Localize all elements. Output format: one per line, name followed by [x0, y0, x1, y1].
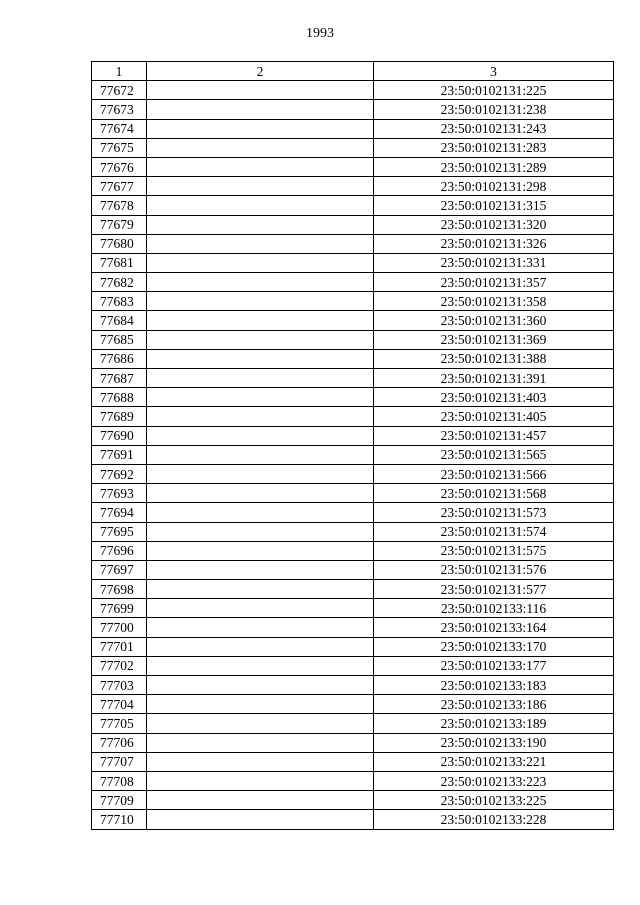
row-number-cell: 77692: [92, 464, 147, 483]
row-empty-cell: [147, 771, 374, 790]
table-row: [92, 714, 614, 733]
row-number-cell: 77701: [92, 637, 147, 656]
row-empty-cell: [147, 273, 374, 292]
row-number-cell: 77674: [92, 119, 147, 138]
table-row: [92, 599, 614, 618]
table-row: [92, 618, 614, 637]
row-empty-cell: [147, 426, 374, 445]
cadastral-number-cell: 23:50:0102133:189: [374, 714, 614, 733]
row-empty-cell: [147, 714, 374, 733]
table-row: [92, 810, 614, 829]
table-row: [92, 445, 614, 464]
row-empty-cell: [147, 157, 374, 176]
row-empty-cell: [147, 560, 374, 579]
row-empty-cell: [147, 196, 374, 215]
row-empty-cell: [147, 484, 374, 503]
cadastral-number-cell: 23:50:0102131:576: [374, 560, 614, 579]
table-row: [92, 292, 614, 311]
table-row: [92, 464, 614, 483]
cadastral-number-cell: 23:50:0102131:320: [374, 215, 614, 234]
row-number-cell: 77676: [92, 157, 147, 176]
table-row: [92, 580, 614, 599]
table-row: [92, 637, 614, 656]
cadastral-number-cell: 23:50:0102131:575: [374, 541, 614, 560]
row-number-cell: 77672: [92, 81, 147, 100]
table-row: [92, 560, 614, 579]
table-row: [92, 676, 614, 695]
cadastral-number-cell: 23:50:0102131:405: [374, 407, 614, 426]
cadastral-number-cell: 23:50:0102131:238: [374, 100, 614, 119]
row-empty-cell: [147, 733, 374, 752]
cadastral-number-cell: 23:50:0102131:403: [374, 388, 614, 407]
row-empty-cell: [147, 618, 374, 637]
table-row: [92, 234, 614, 253]
cadastral-number-cell: 23:50:0102131:331: [374, 253, 614, 272]
row-number-cell: 77673: [92, 100, 147, 119]
table-row: [92, 752, 614, 771]
row-empty-cell: [147, 388, 374, 407]
row-empty-cell: [147, 676, 374, 695]
row-empty-cell: [147, 522, 374, 541]
table-row: [92, 349, 614, 368]
row-number-cell: 77699: [92, 599, 147, 618]
cadastral-number-cell: 23:50:0102133:164: [374, 618, 614, 637]
table-row: [92, 273, 614, 292]
row-number-cell: 77703: [92, 676, 147, 695]
cadastral-number-cell: 23:50:0102131:457: [374, 426, 614, 445]
row-number-cell: 77700: [92, 618, 147, 637]
row-number-cell: 77678: [92, 196, 147, 215]
row-empty-cell: [147, 445, 374, 464]
cadastral-number-cell: 23:50:0102131:357: [374, 273, 614, 292]
cadastral-number-cell: 23:50:0102131:225: [374, 81, 614, 100]
row-number-cell: 77680: [92, 234, 147, 253]
row-empty-cell: [147, 119, 374, 138]
cadastral-number-cell: 23:50:0102133:221: [374, 752, 614, 771]
row-number-cell: 77688: [92, 388, 147, 407]
row-number-cell: 77710: [92, 810, 147, 829]
cadastral-number-cell: 23:50:0102131:566: [374, 464, 614, 483]
row-empty-cell: [147, 177, 374, 196]
cadastral-number-cell: 23:50:0102131:568: [374, 484, 614, 503]
table-row: [92, 791, 614, 810]
row-empty-cell: [147, 81, 374, 100]
table-row: [92, 541, 614, 560]
table-row: [92, 503, 614, 522]
cadastral-number-cell: 23:50:0102133:190: [374, 733, 614, 752]
row-number-cell: 77697: [92, 560, 147, 579]
row-empty-cell: [147, 330, 374, 349]
header-row: [92, 62, 614, 81]
cadastral-number-cell: 23:50:0102131:369: [374, 330, 614, 349]
row-number-cell: 77689: [92, 407, 147, 426]
table-row: [92, 81, 614, 100]
row-number-cell: 77695: [92, 522, 147, 541]
row-number-cell: 77704: [92, 695, 147, 714]
row-empty-cell: [147, 215, 374, 234]
row-empty-cell: [147, 810, 374, 829]
row-empty-cell: [147, 369, 374, 388]
row-number-cell: 77682: [92, 273, 147, 292]
row-number-cell: 77707: [92, 752, 147, 771]
table-row: [92, 253, 614, 272]
row-number-cell: 77684: [92, 311, 147, 330]
table-row: [92, 119, 614, 138]
table-row: [92, 426, 614, 445]
registry-table: [91, 61, 614, 830]
cadastral-number-cell: 23:50:0102131:574: [374, 522, 614, 541]
cadastral-number-cell: 23:50:0102133:183: [374, 676, 614, 695]
cadastral-number-cell: 23:50:0102131:391: [374, 369, 614, 388]
cadastral-number-cell: 23:50:0102133:186: [374, 695, 614, 714]
cadastral-number-cell: 23:50:0102133:116: [374, 599, 614, 618]
row-number-cell: 77705: [92, 714, 147, 733]
table-row: [92, 196, 614, 215]
column-header-3: 3: [374, 62, 614, 81]
row-empty-cell: [147, 253, 374, 272]
cadastral-number-cell: 23:50:0102133:225: [374, 791, 614, 810]
table-body: [92, 81, 614, 829]
cadastral-number-cell: 23:50:0102131:283: [374, 138, 614, 157]
row-number-cell: 77685: [92, 330, 147, 349]
table-row: [92, 388, 614, 407]
cadastral-number-cell: 23:50:0102133:223: [374, 771, 614, 790]
table-row: [92, 330, 614, 349]
row-empty-cell: [147, 541, 374, 560]
cadastral-number-cell: 23:50:0102133:228: [374, 810, 614, 829]
row-empty-cell: [147, 311, 374, 330]
table-row: [92, 311, 614, 330]
column-header-2: 2: [147, 62, 374, 81]
table-row: [92, 656, 614, 675]
table-row: [92, 771, 614, 790]
cadastral-number-cell: 23:50:0102131:573: [374, 503, 614, 522]
row-empty-cell: [147, 580, 374, 599]
row-number-cell: 77698: [92, 580, 147, 599]
table-row: [92, 215, 614, 234]
cadastral-number-cell: 23:50:0102131:388: [374, 349, 614, 368]
row-number-cell: 77708: [92, 771, 147, 790]
table-header: [92, 62, 614, 81]
column-header-1: 1: [92, 62, 147, 81]
row-number-cell: 77679: [92, 215, 147, 234]
row-number-cell: 77675: [92, 138, 147, 157]
table-row: [92, 733, 614, 752]
cadastral-number-cell: 23:50:0102133:170: [374, 637, 614, 656]
table-row: [92, 522, 614, 541]
row-number-cell: 77681: [92, 253, 147, 272]
row-empty-cell: [147, 695, 374, 714]
table-row: [92, 484, 614, 503]
cadastral-number-cell: 23:50:0102131:298: [374, 177, 614, 196]
row-empty-cell: [147, 752, 374, 771]
row-empty-cell: [147, 791, 374, 810]
cadastral-number-cell: 23:50:0102131:315: [374, 196, 614, 215]
cadastral-number-cell: 23:50:0102131:289: [374, 157, 614, 176]
cadastral-number-cell: 23:50:0102131:243: [374, 119, 614, 138]
cadastral-number-cell: 23:50:0102131:326: [374, 234, 614, 253]
table-row: [92, 138, 614, 157]
row-empty-cell: [147, 407, 374, 426]
row-empty-cell: [147, 349, 374, 368]
row-empty-cell: [147, 464, 374, 483]
row-empty-cell: [147, 138, 374, 157]
row-empty-cell: [147, 503, 374, 522]
row-number-cell: 77690: [92, 426, 147, 445]
cadastral-number-cell: 23:50:0102131:565: [374, 445, 614, 464]
cadastral-number-cell: 23:50:0102131:360: [374, 311, 614, 330]
row-number-cell: 77687: [92, 369, 147, 388]
page-number: 1993: [306, 26, 334, 41]
row-number-cell: 77709: [92, 791, 147, 810]
row-number-cell: 77694: [92, 503, 147, 522]
row-number-cell: 77677: [92, 177, 147, 196]
table-row: [92, 100, 614, 119]
row-number-cell: 77691: [92, 445, 147, 464]
row-number-cell: 77693: [92, 484, 147, 503]
cadastral-number-cell: 23:50:0102133:177: [374, 656, 614, 675]
cadastral-number-cell: 23:50:0102131:577: [374, 580, 614, 599]
row-empty-cell: [147, 234, 374, 253]
row-number-cell: 77683: [92, 292, 147, 311]
table-row: [92, 157, 614, 176]
row-empty-cell: [147, 637, 374, 656]
table-row: [92, 695, 614, 714]
row-empty-cell: [147, 599, 374, 618]
table-row: [92, 177, 614, 196]
row-number-cell: 77706: [92, 733, 147, 752]
row-empty-cell: [147, 656, 374, 675]
table-row: [92, 369, 614, 388]
row-number-cell: 77702: [92, 656, 147, 675]
cadastral-number-cell: 23:50:0102131:358: [374, 292, 614, 311]
row-number-cell: 77696: [92, 541, 147, 560]
row-empty-cell: [147, 292, 374, 311]
row-empty-cell: [147, 100, 374, 119]
row-number-cell: 77686: [92, 349, 147, 368]
table-row: [92, 407, 614, 426]
